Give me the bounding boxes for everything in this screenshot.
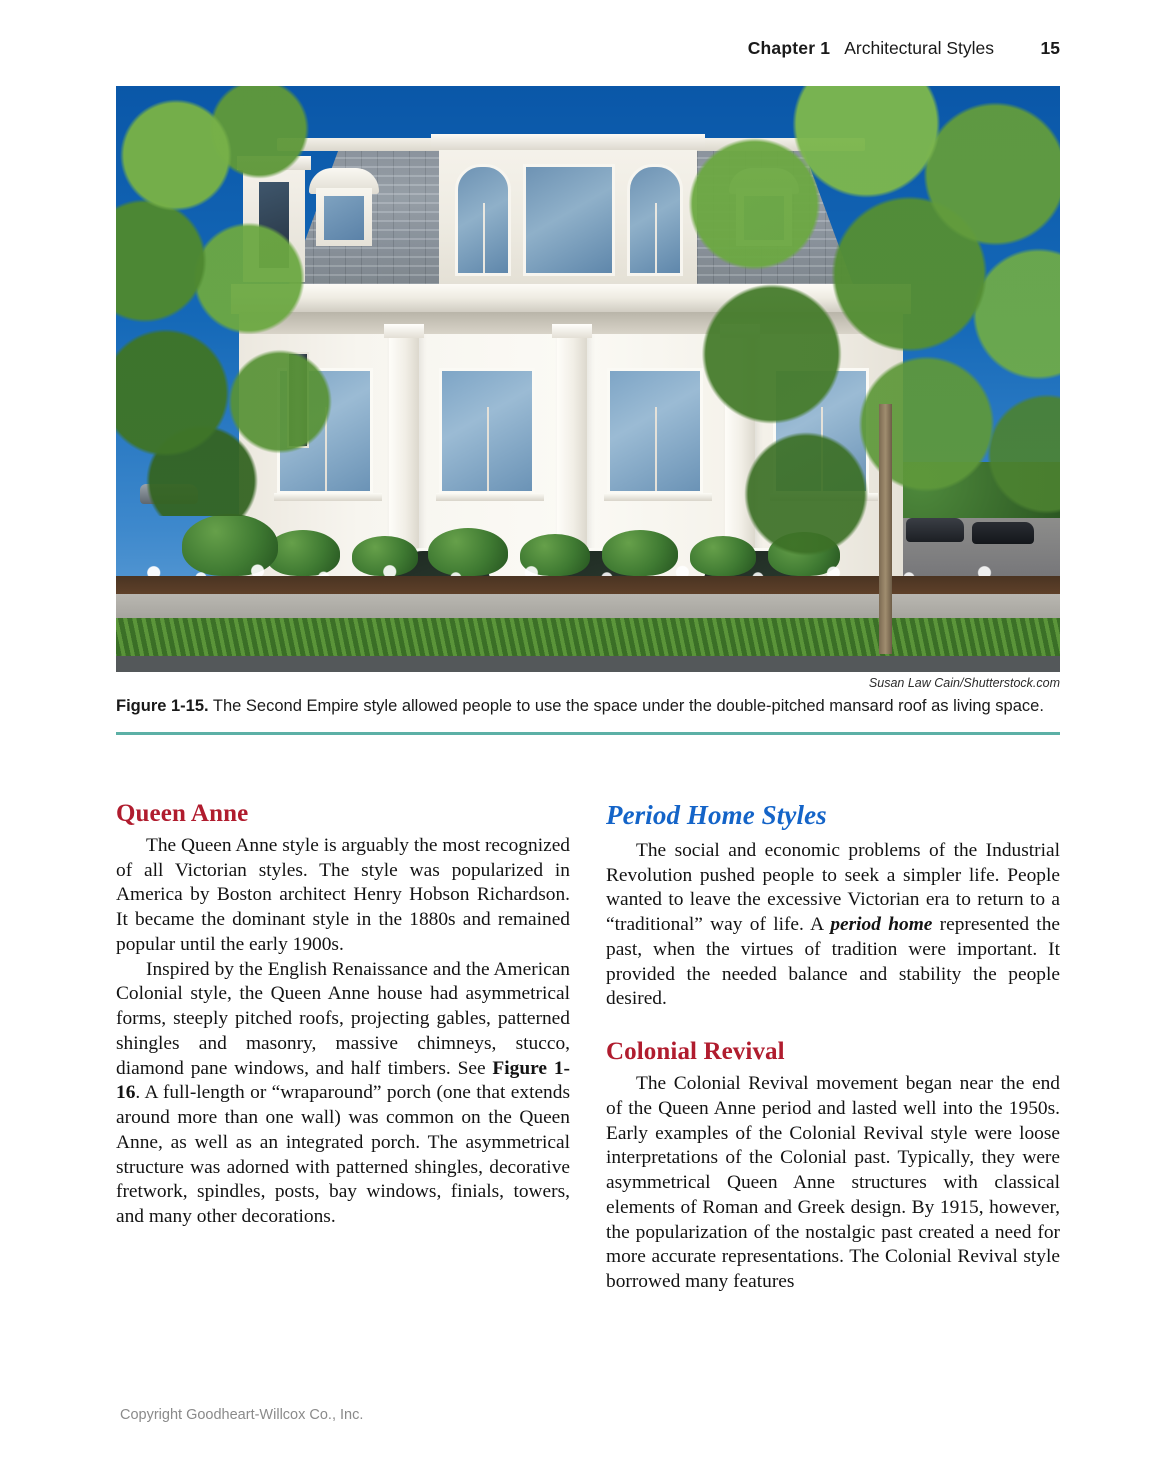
window-mullion	[487, 407, 489, 491]
paragraph-queen-anne-1: The Queen Anne style is arguably the most recognized of all Victorian styles. The style was popularized in America by Boston architect Henry Hobson Richardson. It became the dominant style in the 1880s and remained popular until the early 1900s.	[116, 835, 570, 955]
figure-caption-text: The Second Empire style allowed people to use the space under the double-pitched mansard roof as living space.	[208, 697, 1044, 715]
second-floor-window-2	[439, 368, 535, 494]
window-mullion	[483, 203, 485, 273]
heading-colonial-revival: Colonial Revival	[606, 1038, 785, 1066]
paragraph-queen-anne-2	[116, 958, 570, 1230]
figure-cross-reference: Figure 1-16	[116, 1057, 570, 1104]
running-head-chapter-label: Chapter 1	[747, 37, 831, 58]
pavilion-window-center	[523, 164, 615, 276]
figure-divider-rule	[116, 732, 1060, 735]
left-column	[116, 800, 570, 1295]
paragraph-text-part: . A full-length or “wraparound” porch (one that extends around more than one wall) was common on the Queen Anne, as well as an integrated porch. The asymmetrical structure was adorned with patterned shingles, decorative fretwork, spindles, posts, bay windows, finials, towers, and many other decorations.	[116, 1082, 570, 1228]
photo-credit: Susan Law Cain/Shutterstock.com	[868, 676, 1060, 690]
right-column	[606, 800, 1060, 1295]
tree-left	[116, 86, 358, 516]
figure-photograph	[116, 86, 1060, 672]
figure-caption-label: Figure 1-15.	[116, 697, 209, 715]
running-head-chapter-title: Architectural Styles	[844, 37, 994, 58]
pavilion-window-left	[455, 164, 511, 276]
paragraph-colonial-revival-1: The Colonial Revival movement began near the end of the Queen Anne period and lasted well into the 1950s. Early examples of the Colonial Revival style were loose interpretations of the Colonial past. Typically, they were asymmetrical Queen Anne structures with classical elements of Roman and Greek design. By 1915, however, the popularization of the nostalgic past created a need for more accurate representations. The Colonial Revival style borrowed many features	[606, 1073, 1060, 1293]
paragraph-period-home-1	[606, 839, 1060, 1012]
paragraph-text-part: The social and economic problems of the Industrial Revolution pushed people to seek a simpler life. People wanted to leave the excessive Victorian era to return to a “traditional” way of life. A	[606, 840, 1060, 936]
tree-trunk	[879, 404, 892, 654]
figure-caption	[116, 691, 1060, 718]
central-roof-pavilion	[439, 134, 697, 292]
pilaster-capital	[552, 324, 592, 338]
street-asphalt	[116, 656, 1060, 672]
window-sill	[436, 493, 544, 501]
window-mullion	[655, 203, 657, 273]
copyright-footer: Copyright Goodheart-Willcox Co., Inc.	[120, 1407, 364, 1423]
heading-queen-anne: Queen Anne	[116, 800, 249, 827]
page-number: 15	[1040, 37, 1060, 58]
paragraph-text-part: Inspired by the English Renaissance and the American Colonial style, the Queen Anne house had asymmetrical forms, steeply pitched roofs, projecting gables, patterned shingles and masonry, massive chimneys, stucco, diamond pane windows, and half timbers. See	[116, 958, 570, 1079]
figure-1-15	[116, 86, 1060, 735]
window-mullion	[655, 407, 657, 491]
running-head	[116, 36, 1060, 60]
key-term-period-home: period home	[830, 914, 933, 936]
paragraph-text-part: represented the past, when the virtues of tradition were important. It provided the needed balance and stability the people desired.	[606, 914, 1060, 1010]
heading-period-home-styles: Period Home Styles	[606, 800, 827, 830]
body-columns	[116, 800, 1060, 1295]
pilaster-capital	[384, 324, 424, 338]
tree-right	[660, 86, 1060, 574]
